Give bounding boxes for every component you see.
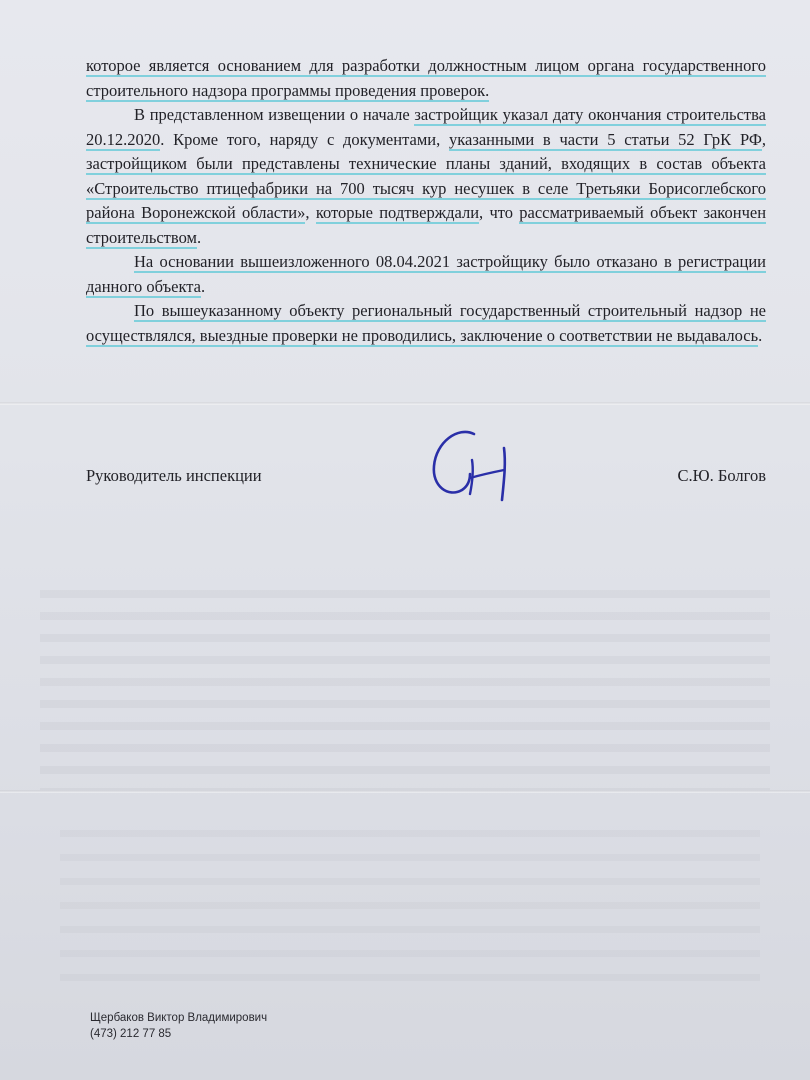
paragraph-3-seg-0: На основании вышеизложенного 08.04.2021 застройщику было отказано в регистрации данного объекта [86,252,766,296]
paragraph-3-seg-1: . [200,276,206,296]
paragraph-2-seg-4: , [761,129,766,149]
bleed-through-shadow [40,590,770,790]
paragraph-2-seg-3: указанными в части 5 статьи 52 ГрК РФ [448,129,762,149]
paragraph-4-seg-0: По вышеуказанному объекту региональный государственный строительный надзор не осуществлялся, выездные проверки не проводились, заключение о соответствии не выдавалось [86,301,766,345]
paragraph-2-seg-0: В представленном извещении о начале [134,105,415,124]
paragraph-2-seg-9: рассматриваемый объект закончен строительством [86,203,767,247]
executor-phone: (473) 212 77 85 [90,1028,172,1040]
signer-name: С.Ю. Болгов [677,466,766,485]
paragraph-3 [86,250,766,299]
paragraph-1-text: которое является основанием для разработки должностным лицом органа государственного строительного надзора программы проведения проверок. [86,56,766,100]
paragraph-2-seg-7: которые подтверждали [315,203,480,222]
executor-name: Щербаков Виктор Владимирович [90,1012,268,1024]
paragraph-2 [86,103,766,250]
paragraph-4-seg-1: . [758,325,763,345]
position-title: Руководитель инспекции [86,466,262,485]
signature-row [86,466,766,496]
paragraph-1 [86,54,766,103]
paragraph-4 [86,299,766,348]
executor-info [90,1010,267,1042]
bleed-through-shadow [60,830,760,990]
paper-fold-line [0,790,810,793]
handwritten-signature [428,420,528,510]
paragraph-2-seg-6: , [305,203,316,222]
paragraph-2-seg-8: , что [479,203,520,222]
paragraph-2-seg-2: . Кроме того, наряду с документами, [160,129,449,149]
paragraph-2-seg-5: застройщиком были представлены технические планы зданий, входящих в состав объекта «Строительство птицефабрики на 700 тысяч кур несушек в селе Третьяки Борисоглебского района Воронежской области» [86,154,766,222]
paper-fold-line [0,402,810,405]
paragraph-2-seg-1: застройщик указал дату окончания строительства 20.12.2020 [86,105,767,149]
paragraph-2-seg-10: . [196,227,202,247]
letter-body [86,54,766,348]
